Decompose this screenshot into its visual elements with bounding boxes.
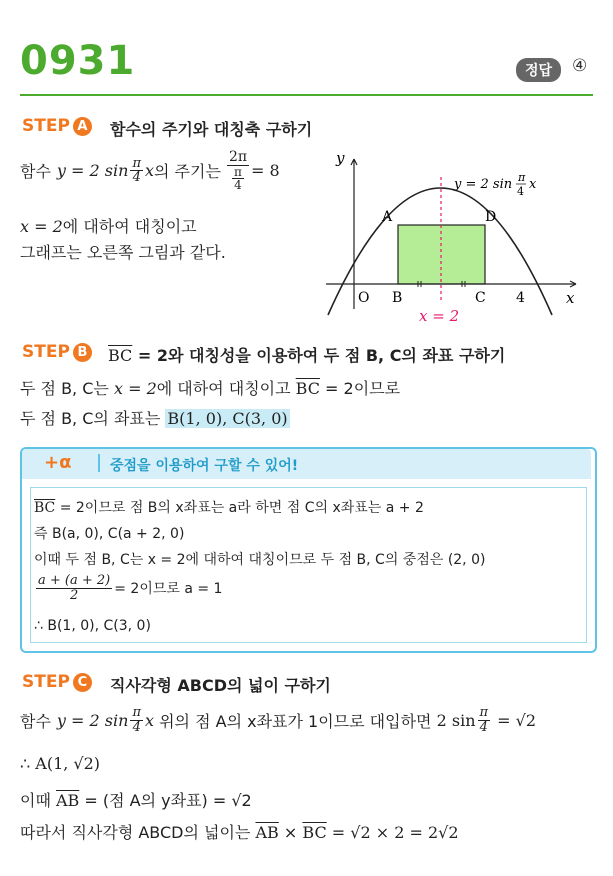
answer-badge: 정답 [516,58,561,82]
header-divider [20,94,593,96]
text: 두 점 B, C의 좌표는 [20,409,161,428]
step-b-word: STEP [22,342,70,362]
text: = 2이므로 a = 1 [114,581,223,598]
midpoint-fraction [36,574,112,602]
tip-header [22,449,591,479]
text: 함수 [20,711,51,731]
math: = √2 × 2 = 2√2 [326,823,459,842]
den: 2 [69,587,79,603]
step-c-line3 [20,788,252,811]
step-b-line2 [20,406,290,429]
point-a-label: A [382,209,393,225]
answer-value: ④ [572,56,588,76]
fraction [130,706,143,734]
step-b-label [22,342,92,362]
point-b-label: B [392,290,403,306]
text: 따라서 직사각형 ABCD의 넓이는 [20,823,256,842]
num: π [234,164,242,179]
segment-bc: $\overline{BC}$ [34,500,56,516]
text: 이때 [20,791,56,810]
step-a-line1 [20,150,280,192]
tip-separator [98,454,100,472]
den: 4 [132,719,141,735]
step-c-line4 [20,820,459,843]
var: x [144,710,155,730]
period-fraction [227,150,249,192]
text: 에 대하여 대칭이고 [62,217,197,236]
tip-title: 중점을 이용하여 구할 수 있어! [110,458,299,474]
text: = (점 A의 y좌표) = √2 [79,791,252,810]
tip-line2: 즉 B(a, 0), C(a + 2, 0) [34,526,185,542]
den: 4 [234,178,242,193]
math: = √2 [492,710,537,730]
num: π [132,155,141,171]
segment-bc: $\overline{BC}$ [108,346,133,365]
math: 2 sin [436,710,476,730]
den: 4 [479,719,488,735]
origin-label: O [358,290,370,306]
text: 의 주기는 [154,162,221,182]
text: = 2와 대칭성을 이용하여 두 점 B, C의 좌표 구하기 [132,346,506,365]
point-d-label: D [485,209,497,225]
curve-var: x [529,177,537,192]
step-a-title: 함수의 주기와 대칭축 구하기 [110,120,313,139]
problem-number: 0931 [20,38,136,84]
symmetry-label: x = 2 [419,307,460,325]
math: y = 2 sin [56,710,129,730]
four-label: 4 [516,290,525,306]
num: a + (a + 2) [38,573,111,588]
text: 두 점 B, C는 [20,379,109,398]
step-b-line1 [20,376,400,399]
step-c-letter: C [73,673,92,692]
step-a-letter: A [73,117,92,136]
tip-line1 [34,497,424,517]
curve-frac-num: π [518,171,526,184]
step-a-word: STEP [22,116,70,136]
step-a-line2 [20,214,197,237]
y-axis-label: y [336,149,345,167]
step-a-line3: 그래프는 오른쪽 그림과 같다. [20,243,226,262]
num: 2π [228,149,248,165]
text: = 2이므로 점 B의 x좌표는 a라 하면 점 C의 x좌표는 a + 2 [55,500,424,516]
sine-graph [318,145,588,325]
point-c-label: C [475,290,486,306]
times: × [278,823,303,842]
segment-ab: $\overline{AB}$ [255,823,279,842]
math: x = 2 [113,379,157,398]
math: y = 2 sin [56,161,129,181]
step-c-word: STEP [22,672,70,692]
math: x = 2 [20,217,63,236]
curve-label: y = 2 sin [454,177,513,192]
step-b-letter: B [73,343,92,362]
step-c-label [22,672,92,692]
tip-line3: 이때 두 점 B, C는 x = 2에 대하여 대칭이므로 두 점 B, C의 중점은 (2, 0) [34,552,486,568]
highlighted-coords: B(1, 0), C(3, 0) [167,409,288,428]
fraction [478,706,491,734]
curve-frac-den: 4 [517,185,524,198]
step-b-title [108,343,505,366]
num: π [132,705,141,720]
segment-ab: $\overline{AB}$ [56,791,80,810]
den: 4 [132,170,141,186]
step-c-line1 [20,706,536,734]
text: = 2이므로 [319,379,401,398]
fraction [130,157,143,185]
num: π [479,705,489,720]
inner-frac [232,166,244,192]
segment-bc: $\overline{BC}$ [295,379,320,398]
text: 위의 점 A의 x좌표가 1이므로 대입하면 [154,711,437,731]
var: x [144,161,155,181]
step-c-line2: ∴ A(1, √2) [20,754,101,773]
plus-alpha-icon: +α [44,452,72,473]
x-axis-label: x [566,289,575,307]
text: 함수 [20,162,51,182]
math: = 8 [251,161,280,181]
step-c-title: 직사각형 ABCD의 넓이 구하기 [110,676,331,695]
den [228,166,248,192]
text: 에 대하여 대칭이고 [156,379,291,398]
tip-line4 [34,574,222,602]
step-a-label [22,116,92,136]
tip-line5: ∴ B(1, 0), C(3, 0) [34,618,151,634]
segment-bc: $\overline{BC}$ [302,823,327,842]
